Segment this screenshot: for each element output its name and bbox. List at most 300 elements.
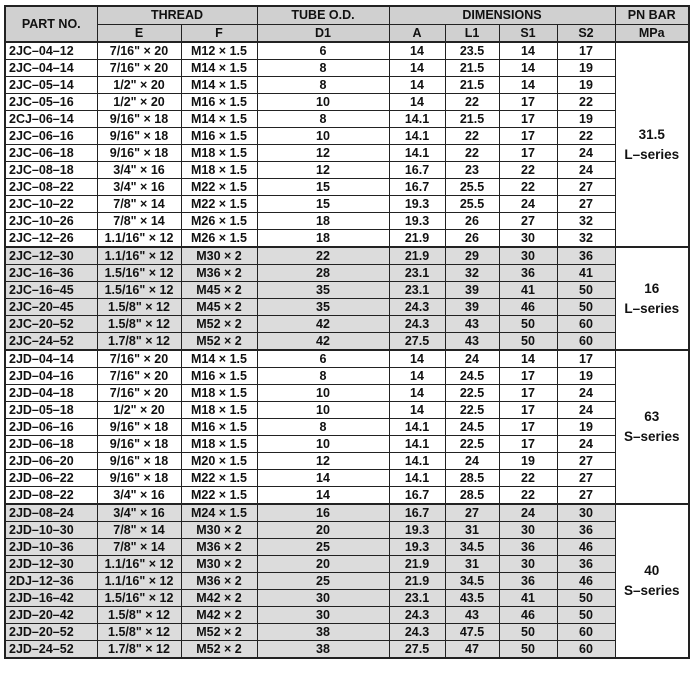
- cell-thread-f: M22 × 1.5: [181, 470, 257, 487]
- cell-thread-e: 7/16" × 20: [97, 385, 181, 402]
- pn-value: 31.5: [638, 126, 665, 142]
- cell-dim-s1: 17: [499, 111, 557, 128]
- cell-dim-l1: 28.5: [445, 470, 499, 487]
- table-row: [5, 265, 689, 282]
- cell-tube-od-d1: 15: [257, 179, 389, 196]
- cell-dim-l1: 24: [445, 350, 499, 368]
- cell-dim-a: 27.5: [389, 641, 445, 659]
- table-row: [5, 350, 689, 368]
- cell-part-no: 2JC–20–52: [5, 316, 97, 333]
- table-row: [5, 162, 689, 179]
- cell-dim-s2: 19: [557, 60, 615, 77]
- header-a: A: [389, 25, 445, 43]
- cell-thread-f: M16 × 1.5: [181, 128, 257, 145]
- cell-thread-e: 3/4" × 16: [97, 162, 181, 179]
- cell-dim-s2: 27: [557, 453, 615, 470]
- cell-dim-s2: 19: [557, 111, 615, 128]
- cell-thread-f: M22 × 1.5: [181, 196, 257, 213]
- cell-dim-l1: 27: [445, 504, 499, 522]
- cell-part-no: 2JD–12–30: [5, 556, 97, 573]
- cell-dim-l1: 43: [445, 333, 499, 351]
- cell-dim-a: 14: [389, 350, 445, 368]
- cell-tube-od-d1: 8: [257, 111, 389, 128]
- header-pn-bar: PN BAR: [615, 6, 689, 25]
- table-row: [5, 641, 689, 659]
- pn-rating-cell: [615, 350, 689, 504]
- cell-tube-od-d1: 8: [257, 419, 389, 436]
- cell-dim-a: 24.3: [389, 607, 445, 624]
- cell-tube-od-d1: 30: [257, 590, 389, 607]
- table-row: [5, 111, 689, 128]
- cell-part-no: 2JC–16–36: [5, 265, 97, 282]
- cell-thread-f: M18 × 1.5: [181, 162, 257, 179]
- table-row: [5, 282, 689, 299]
- table-row: [5, 368, 689, 385]
- cell-dim-a: 14: [389, 385, 445, 402]
- cell-part-no: 2JC–12–26: [5, 230, 97, 248]
- cell-thread-e: 9/16" × 18: [97, 470, 181, 487]
- cell-tube-od-d1: 8: [257, 77, 389, 94]
- cell-part-no: 2JD–20–52: [5, 624, 97, 641]
- cell-dim-l1: 24: [445, 453, 499, 470]
- cell-tube-od-d1: 12: [257, 162, 389, 179]
- cell-dim-l1: 31: [445, 522, 499, 539]
- table-row: [5, 453, 689, 470]
- cell-thread-e: 7/8" × 14: [97, 539, 181, 556]
- cell-thread-e: 7/8" × 14: [97, 522, 181, 539]
- cell-dim-a: 23.1: [389, 282, 445, 299]
- cell-dim-s2: 19: [557, 419, 615, 436]
- pn-rating-cell: [615, 42, 689, 247]
- cell-dim-s2: 50: [557, 607, 615, 624]
- cell-tube-od-d1: 35: [257, 299, 389, 316]
- cell-dim-a: 14.1: [389, 470, 445, 487]
- table-row: [5, 624, 689, 641]
- cell-part-no: 2JC–04–14: [5, 60, 97, 77]
- cell-thread-f: M16 × 1.5: [181, 94, 257, 111]
- cell-tube-od-d1: 10: [257, 402, 389, 419]
- table-row: [5, 419, 689, 436]
- series-group: [5, 350, 689, 504]
- table-row: [5, 77, 689, 94]
- cell-dim-s2: 27: [557, 487, 615, 505]
- header-l1: L1: [445, 25, 499, 43]
- cell-tube-od-d1: 12: [257, 145, 389, 162]
- cell-tube-od-d1: 38: [257, 624, 389, 641]
- spec-table-container: [4, 5, 690, 659]
- cell-dim-l1: 22.5: [445, 436, 499, 453]
- cell-thread-e: 9/16" × 18: [97, 453, 181, 470]
- cell-thread-f: M14 × 1.5: [181, 77, 257, 94]
- cell-dim-a: 19.3: [389, 213, 445, 230]
- cell-dim-a: 14: [389, 42, 445, 60]
- cell-dim-a: 19.3: [389, 522, 445, 539]
- cell-tube-od-d1: 15: [257, 196, 389, 213]
- cell-dim-l1: 39: [445, 299, 499, 316]
- cell-tube-od-d1: 8: [257, 368, 389, 385]
- cell-part-no: 2JC–05–16: [5, 94, 97, 111]
- cell-dim-a: 24.3: [389, 316, 445, 333]
- cell-dim-l1: 43: [445, 316, 499, 333]
- cell-dim-s2: 22: [557, 94, 615, 111]
- cell-dim-s2: 36: [557, 522, 615, 539]
- cell-tube-od-d1: 42: [257, 316, 389, 333]
- cell-tube-od-d1: 42: [257, 333, 389, 351]
- cell-thread-e: 1.5/8" × 12: [97, 299, 181, 316]
- cell-dim-a: 21.9: [389, 247, 445, 265]
- cell-part-no: 2JC–06–16: [5, 128, 97, 145]
- cell-thread-e: 1.5/16" × 12: [97, 590, 181, 607]
- table-row: [5, 316, 689, 333]
- table-row: [5, 94, 689, 111]
- cell-part-no: 2JD–08–22: [5, 487, 97, 505]
- cell-dim-s1: 30: [499, 522, 557, 539]
- cell-thread-e: 9/16" × 18: [97, 419, 181, 436]
- cell-part-no: 2JD–06–20: [5, 453, 97, 470]
- table-row: [5, 504, 689, 522]
- cell-tube-od-d1: 14: [257, 487, 389, 505]
- cell-thread-e: 7/8" × 14: [97, 213, 181, 230]
- cell-dim-s2: 22: [557, 128, 615, 145]
- cell-dim-l1: 32: [445, 265, 499, 282]
- cell-dim-a: 21.9: [389, 230, 445, 248]
- cell-thread-f: M16 × 1.5: [181, 419, 257, 436]
- cell-dim-s1: 41: [499, 590, 557, 607]
- cell-thread-f: M45 × 2: [181, 282, 257, 299]
- cell-thread-e: 1.5/8" × 12: [97, 316, 181, 333]
- cell-tube-od-d1: 28: [257, 265, 389, 282]
- cell-dim-s1: 36: [499, 539, 557, 556]
- cell-part-no: 2JC–08–22: [5, 179, 97, 196]
- cell-part-no: 2JD–04–14: [5, 350, 97, 368]
- cell-dim-s2: 60: [557, 624, 615, 641]
- cell-dim-l1: 22.5: [445, 385, 499, 402]
- cell-dim-s1: 19: [499, 453, 557, 470]
- cell-dim-a: 14: [389, 60, 445, 77]
- cell-dim-l1: 24.5: [445, 419, 499, 436]
- cell-dim-s1: 41: [499, 282, 557, 299]
- cell-thread-f: M24 × 1.5: [181, 504, 257, 522]
- cell-thread-e: 1.7/8" × 12: [97, 641, 181, 659]
- cell-thread-f: M18 × 1.5: [181, 402, 257, 419]
- cell-tube-od-d1: 10: [257, 128, 389, 145]
- cell-part-no: 2JD–20–42: [5, 607, 97, 624]
- cell-dim-l1: 43.5: [445, 590, 499, 607]
- cell-dim-s2: 50: [557, 590, 615, 607]
- series-name: L–series: [624, 300, 680, 316]
- cell-part-no: 2JD–05–18: [5, 402, 97, 419]
- cell-dim-s1: 36: [499, 265, 557, 282]
- table-row: [5, 590, 689, 607]
- cell-dim-s1: 46: [499, 607, 557, 624]
- cell-dim-a: 27.5: [389, 333, 445, 351]
- cell-dim-s2: 17: [557, 350, 615, 368]
- cell-thread-f: M36 × 2: [181, 265, 257, 282]
- table-row: [5, 385, 689, 402]
- cell-thread-f: M36 × 2: [181, 573, 257, 590]
- cell-dim-a: 21.9: [389, 573, 445, 590]
- cell-part-no: 2JD–10–30: [5, 522, 97, 539]
- cell-dim-a: 14.1: [389, 436, 445, 453]
- cell-dim-l1: 34.5: [445, 573, 499, 590]
- cell-dim-a: 14.1: [389, 419, 445, 436]
- cell-dim-s2: 24: [557, 162, 615, 179]
- cell-thread-f: M16 × 1.5: [181, 368, 257, 385]
- cell-part-no: 2JD–24–52: [5, 641, 97, 659]
- cell-part-no: 2JC–16–45: [5, 282, 97, 299]
- cell-dim-s1: 17: [499, 128, 557, 145]
- cell-tube-od-d1: 22: [257, 247, 389, 265]
- cell-thread-e: 1/2" × 20: [97, 77, 181, 94]
- cell-dim-s2: 24: [557, 402, 615, 419]
- table-row: [5, 556, 689, 573]
- cell-dim-a: 14.1: [389, 145, 445, 162]
- cell-dim-l1: 21.5: [445, 77, 499, 94]
- cell-thread-f: M14 × 1.5: [181, 350, 257, 368]
- table-row: [5, 196, 689, 213]
- cell-dim-a: 14: [389, 94, 445, 111]
- cell-dim-a: 23.1: [389, 265, 445, 282]
- cell-dim-s1: 30: [499, 556, 557, 573]
- cell-dim-s2: 24: [557, 436, 615, 453]
- table-row: [5, 128, 689, 145]
- cell-tube-od-d1: 18: [257, 230, 389, 248]
- header-tube-od: TUBE O.D.: [257, 6, 389, 25]
- cell-thread-f: M30 × 2: [181, 247, 257, 265]
- series-group: [5, 247, 689, 350]
- cell-dim-s2: 24: [557, 145, 615, 162]
- cell-thread-e: 1.5/8" × 12: [97, 624, 181, 641]
- header-s1: S1: [499, 25, 557, 43]
- cell-thread-f: M14 × 1.5: [181, 111, 257, 128]
- cell-dim-s2: 32: [557, 230, 615, 248]
- cell-dim-s1: 22: [499, 162, 557, 179]
- cell-dim-l1: 39: [445, 282, 499, 299]
- header-thread: THREAD: [97, 6, 257, 25]
- cell-thread-f: M14 × 1.5: [181, 60, 257, 77]
- cell-dim-s1: 14: [499, 350, 557, 368]
- table-row: [5, 470, 689, 487]
- cell-part-no: 2CJ–06–14: [5, 111, 97, 128]
- cell-dim-l1: 47: [445, 641, 499, 659]
- table-row: [5, 573, 689, 590]
- cell-part-no: 2JC–20–45: [5, 299, 97, 316]
- cell-dim-s1: 17: [499, 419, 557, 436]
- cell-dim-s1: 24: [499, 504, 557, 522]
- table-row: [5, 60, 689, 77]
- cell-dim-l1: 31: [445, 556, 499, 573]
- header-part-no: PART NO.: [5, 6, 97, 42]
- cell-thread-f: M42 × 2: [181, 607, 257, 624]
- cell-thread-e: 7/16" × 20: [97, 42, 181, 60]
- series-group: [5, 504, 689, 658]
- cell-thread-e: 1/2" × 20: [97, 402, 181, 419]
- cell-part-no: 2JD–10–36: [5, 539, 97, 556]
- cell-dim-s2: 27: [557, 470, 615, 487]
- cell-dim-l1: 29: [445, 247, 499, 265]
- cell-dim-s1: 17: [499, 385, 557, 402]
- cell-thread-e: 9/16" × 18: [97, 145, 181, 162]
- cell-thread-e: 1.1/16" × 12: [97, 573, 181, 590]
- cell-part-no: 2JD–06–22: [5, 470, 97, 487]
- table-row: [5, 539, 689, 556]
- cell-tube-od-d1: 25: [257, 539, 389, 556]
- table-row: [5, 145, 689, 162]
- cell-dim-l1: 26: [445, 213, 499, 230]
- cell-thread-e: 9/16" × 18: [97, 128, 181, 145]
- cell-part-no: 2JD–04–16: [5, 368, 97, 385]
- cell-thread-f: M18 × 1.5: [181, 385, 257, 402]
- cell-dim-s1: 22: [499, 179, 557, 196]
- cell-thread-e: 1.7/8" × 12: [97, 333, 181, 351]
- table-row: [5, 230, 689, 248]
- cell-dim-l1: 43: [445, 607, 499, 624]
- cell-dim-l1: 34.5: [445, 539, 499, 556]
- cell-dim-s1: 14: [499, 60, 557, 77]
- cell-dim-s2: 19: [557, 77, 615, 94]
- table-row: [5, 333, 689, 351]
- cell-thread-f: M52 × 2: [181, 316, 257, 333]
- cell-dim-s2: 46: [557, 573, 615, 590]
- cell-dim-s2: 60: [557, 641, 615, 659]
- table-row: [5, 247, 689, 265]
- cell-part-no: 2JC–10–22: [5, 196, 97, 213]
- cell-part-no: 2DJ–12–36: [5, 573, 97, 590]
- cell-thread-f: M26 × 1.5: [181, 230, 257, 248]
- series-group: [5, 42, 689, 247]
- table-row: [5, 299, 689, 316]
- cell-part-no: 2JC–06–18: [5, 145, 97, 162]
- cell-dim-a: 14: [389, 77, 445, 94]
- cell-dim-s2: 36: [557, 556, 615, 573]
- cell-dim-l1: 25.5: [445, 179, 499, 196]
- cell-dim-s2: 46: [557, 539, 615, 556]
- cell-tube-od-d1: 12: [257, 453, 389, 470]
- cell-thread-e: 1.1/16" × 12: [97, 556, 181, 573]
- cell-dim-a: 19.3: [389, 539, 445, 556]
- cell-tube-od-d1: 16: [257, 504, 389, 522]
- cell-dim-s1: 17: [499, 145, 557, 162]
- cell-part-no: 2JC–08–18: [5, 162, 97, 179]
- cell-thread-f: M20 × 1.5: [181, 453, 257, 470]
- cell-thread-e: 7/16" × 20: [97, 368, 181, 385]
- table-row: [5, 42, 689, 60]
- cell-dim-s2: 60: [557, 333, 615, 351]
- cell-part-no: 2JC–05–14: [5, 77, 97, 94]
- table-row: [5, 179, 689, 196]
- series-name: L–series: [624, 146, 680, 162]
- cell-thread-e: 3/4" × 16: [97, 504, 181, 522]
- cell-part-no: 2JC–12–30: [5, 247, 97, 265]
- cell-thread-e: 1.5/16" × 12: [97, 265, 181, 282]
- pn-value: 40: [644, 563, 660, 578]
- cell-dim-s1: 50: [499, 333, 557, 351]
- cell-dim-s1: 27: [499, 213, 557, 230]
- cell-thread-e: 1.1/16" × 12: [97, 247, 181, 265]
- cell-dim-s1: 14: [499, 77, 557, 94]
- cell-dim-s1: 17: [499, 94, 557, 111]
- cell-thread-f: M52 × 2: [181, 641, 257, 659]
- cell-dim-s2: 27: [557, 196, 615, 213]
- table-header: [5, 6, 689, 42]
- cell-thread-f: M52 × 2: [181, 333, 257, 351]
- cell-part-no: 2JC–04–12: [5, 42, 97, 60]
- cell-dim-s2: 50: [557, 299, 615, 316]
- cell-part-no: 2JD–06–16: [5, 419, 97, 436]
- cell-dim-s2: 32: [557, 213, 615, 230]
- cell-dim-s2: 50: [557, 282, 615, 299]
- cell-dim-s2: 41: [557, 265, 615, 282]
- cell-dim-s2: 36: [557, 247, 615, 265]
- cell-thread-e: 3/4" × 16: [97, 179, 181, 196]
- cell-dim-a: 16.7: [389, 179, 445, 196]
- pn-rating-cell: [615, 504, 689, 658]
- cell-dim-s1: 30: [499, 247, 557, 265]
- cell-thread-f: M18 × 1.5: [181, 145, 257, 162]
- header-f: F: [181, 25, 257, 43]
- cell-dim-a: 16.7: [389, 487, 445, 505]
- cell-dim-a: 21.9: [389, 556, 445, 573]
- cell-thread-f: M12 × 1.5: [181, 42, 257, 60]
- cell-tube-od-d1: 25: [257, 573, 389, 590]
- cell-part-no: 2JD–06–18: [5, 436, 97, 453]
- cell-part-no: 2JD–04–18: [5, 385, 97, 402]
- cell-thread-e: 1.5/16" × 12: [97, 282, 181, 299]
- cell-dim-l1: 21.5: [445, 111, 499, 128]
- cell-dim-l1: 22: [445, 94, 499, 111]
- cell-dim-s2: 60: [557, 316, 615, 333]
- cell-dim-s1: 17: [499, 436, 557, 453]
- cell-thread-f: M52 × 2: [181, 624, 257, 641]
- cell-dim-a: 14: [389, 402, 445, 419]
- cell-part-no: 2JC–24–52: [5, 333, 97, 351]
- cell-tube-od-d1: 35: [257, 282, 389, 299]
- cell-thread-f: M26 × 1.5: [181, 213, 257, 230]
- series-name: S–series: [623, 429, 680, 444]
- pn-rating-cell: [615, 247, 689, 350]
- cell-dim-l1: 23.5: [445, 42, 499, 60]
- cell-dim-l1: 22: [445, 145, 499, 162]
- cell-dim-a: 14: [389, 368, 445, 385]
- cell-dim-s2: 27: [557, 179, 615, 196]
- cell-thread-f: M36 × 2: [181, 539, 257, 556]
- cell-dim-a: 23.1: [389, 590, 445, 607]
- cell-dim-s2: 19: [557, 368, 615, 385]
- header-dimensions: DIMENSIONS: [389, 6, 615, 25]
- cell-thread-e: 7/8" × 14: [97, 196, 181, 213]
- cell-tube-od-d1: 14: [257, 470, 389, 487]
- cell-part-no: 2JD–16–42: [5, 590, 97, 607]
- cell-dim-l1: 47.5: [445, 624, 499, 641]
- cell-dim-s2: 17: [557, 42, 615, 60]
- cell-dim-a: 14.1: [389, 128, 445, 145]
- cell-thread-f: M30 × 2: [181, 522, 257, 539]
- cell-dim-s2: 30: [557, 504, 615, 522]
- cell-thread-f: M22 × 1.5: [181, 487, 257, 505]
- cell-thread-f: M22 × 1.5: [181, 179, 257, 196]
- cell-part-no: 2JC–10–26: [5, 213, 97, 230]
- cell-dim-s2: 24: [557, 385, 615, 402]
- cell-dim-s1: 14: [499, 42, 557, 60]
- cell-thread-e: 1.5/8" × 12: [97, 607, 181, 624]
- cell-dim-s1: 36: [499, 573, 557, 590]
- header-s2: S2: [557, 25, 615, 43]
- cell-dim-a: 24.3: [389, 624, 445, 641]
- cell-dim-s1: 50: [499, 624, 557, 641]
- cell-thread-e: 7/16" × 20: [97, 60, 181, 77]
- cell-thread-f: M42 × 2: [181, 590, 257, 607]
- cell-dim-a: 14.1: [389, 111, 445, 128]
